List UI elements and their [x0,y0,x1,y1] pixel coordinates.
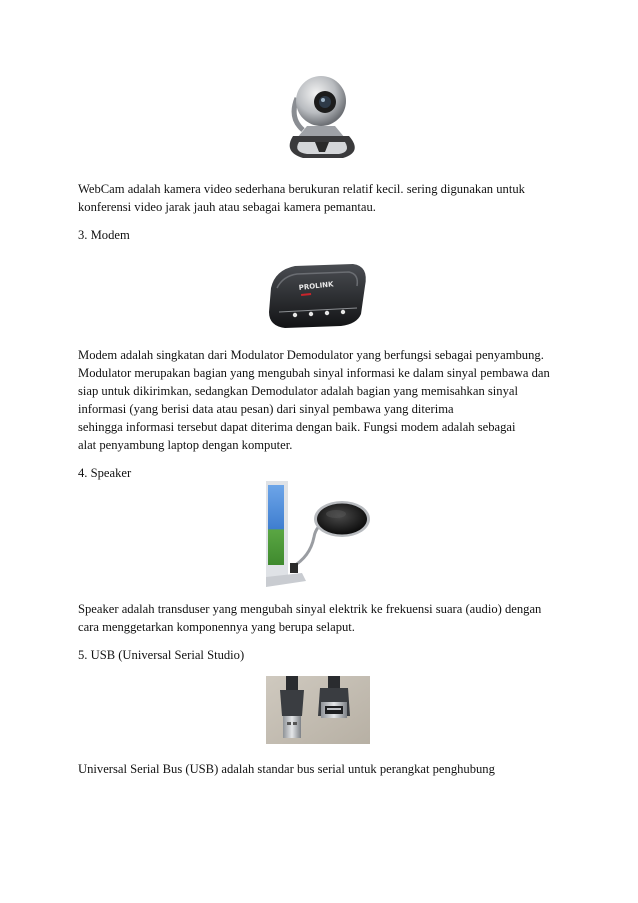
text-line: Modulator merupakan bagian yang mengubah sinyal informasi ke dalam sinyal pembawa dan [78,366,550,380]
text-line: konferensi video jarak jauh atau sebagai kamera pemantau. [78,200,376,214]
text-line: siap untuk dikirimkan, sedangkan Demodulator adalah bagian yang memisahkan sinyal [78,384,518,398]
text-line: Universal Serial Bus (USB) adalah standar bus serial untuk perangkat penghubung [78,762,495,776]
usb-heading: 5. USB (Universal Serial Studio) [78,648,245,662]
usb-image [266,676,370,744]
modem-image [261,258,373,334]
speaker-heading: 4. Speaker [78,466,132,480]
modem-description [78,346,568,454]
speaker-description [78,600,568,636]
modem-heading: 3. Modem [78,228,130,242]
text-line: Modem adalah singkatan dari Modulator Demodulator yang berfungsi sebagai penyambung. [78,348,544,362]
text-line: Speaker adalah transduser yang mengubah sinyal elektrik ke frekuensi suara (audio) dengan [78,602,542,616]
text-line: informasi (yang berisi data atau pesan) dari sinyal pembawa yang diterima [78,402,454,416]
text-line: WebCam adalah kamera video sederhana berukuran relatif kecil. sering digunakan untuk [78,182,525,196]
text-line: cara menggetarkan komponennya yang berupa selaput. [78,620,355,634]
webcam-image [263,68,371,168]
webcam-description [78,180,568,216]
modem-brand-label: PROLINK [298,280,334,292]
text-line: sehingga informasi tersebut dapat diterima dengan baik. Fungsi modem adalah sebagai [78,420,516,434]
text-line: alat penyambung laptop dengan komputer. [78,438,293,452]
speaker-image [266,481,376,587]
usb-description [78,760,568,778]
